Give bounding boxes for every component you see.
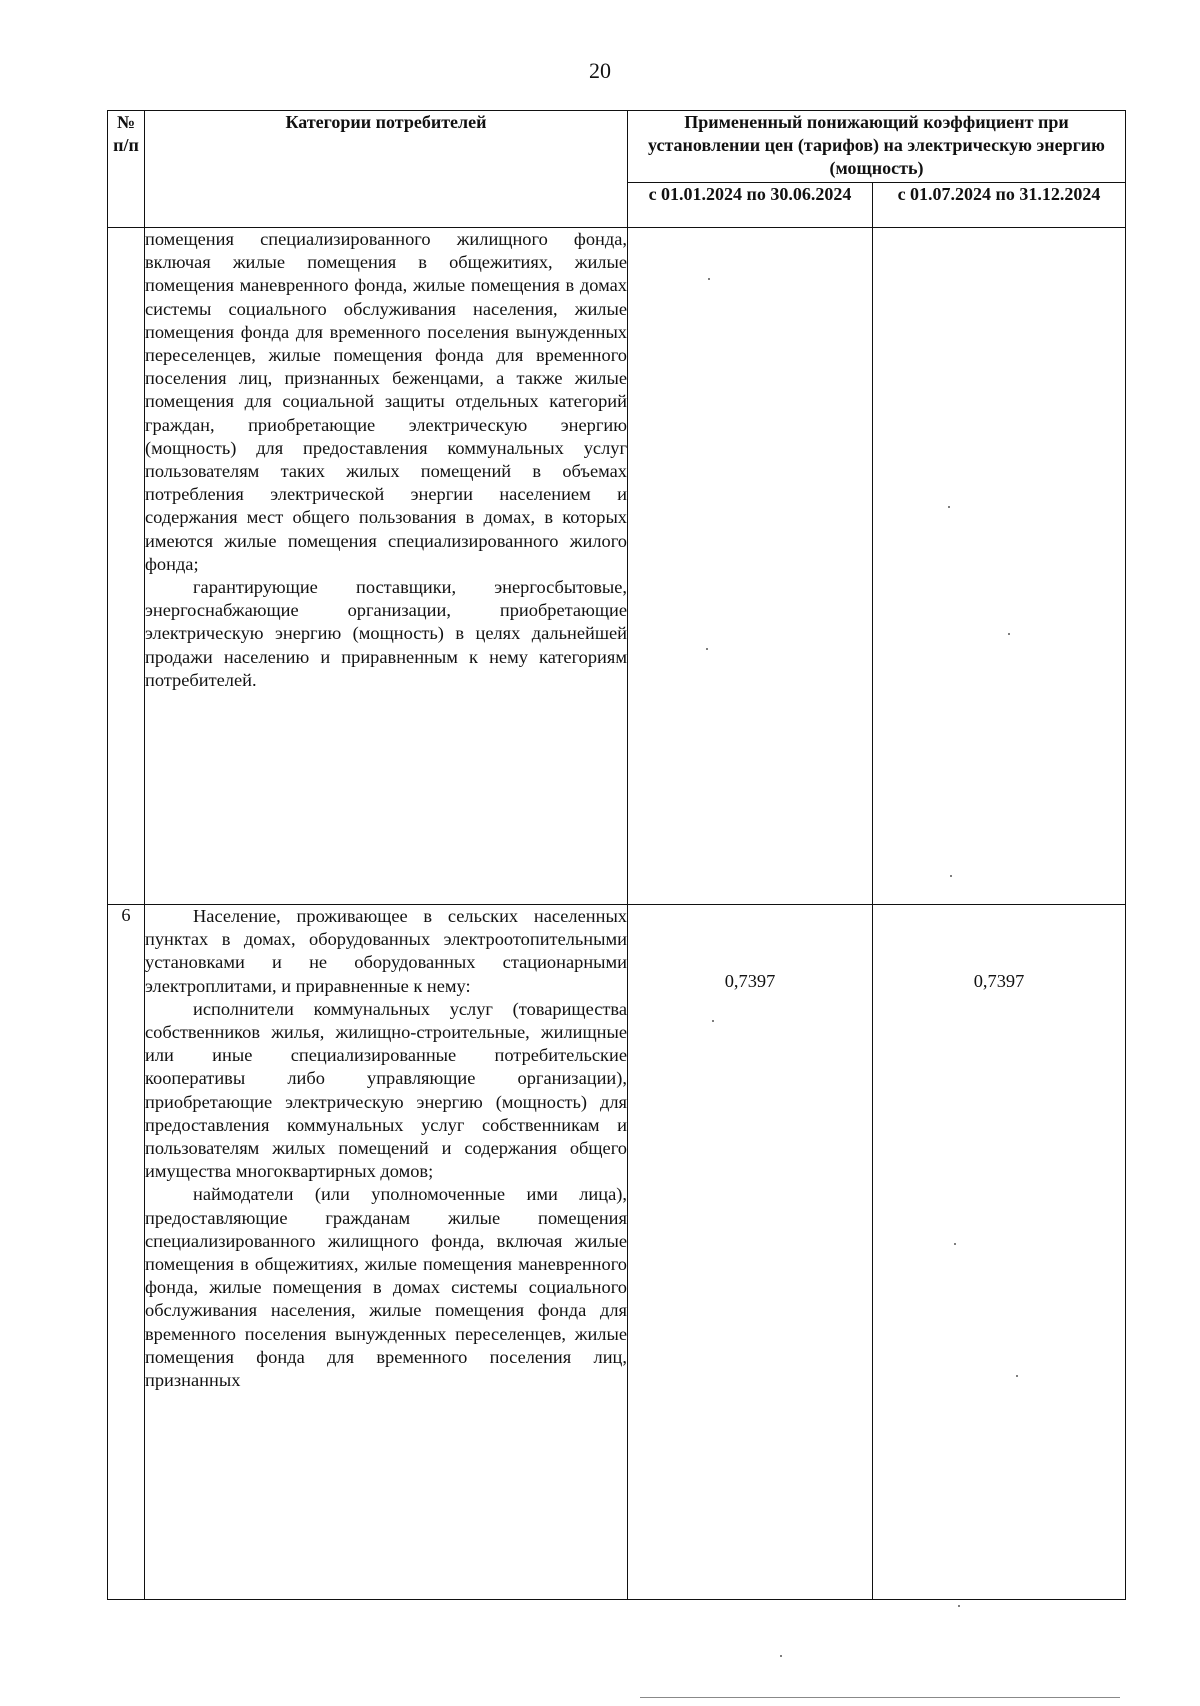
scan-speck: [708, 278, 710, 280]
page-number: 20: [589, 58, 611, 83]
header-category: Категории потребителей: [145, 111, 628, 228]
category-paragraph: наймодатели (или уполномоченные ими лица), предоставляющие гражданам жилые помещения специализированного жилищного фонда, включая жилые помещения в общежитиях, жилые помещения маневренного фонда, жилые помещения в домах системы социального обслуживания населения, жилые помещения фонда для временного поселения вынужденных переселенцев, жилые помещения фонда для временного поселения лиц, признанных: [145, 1184, 627, 1391]
scan-edge-line: [640, 1697, 1120, 1698]
coefficient-value-1: 0,7397: [724, 971, 776, 991]
header-number: № п/п: [108, 111, 145, 228]
table-row: [108, 228, 1126, 905]
scan-speck: [1016, 1375, 1018, 1377]
scan-speck: [954, 1243, 956, 1245]
table-header-row: [108, 111, 1126, 183]
scan-speck: [958, 1605, 960, 1607]
category-paragraph: Население, проживающее в сельских населенных пунктах в домах, оборудованных электроотопительными установками и не оборудованных стационарными электроплитами, и приравненные к нему:: [145, 906, 627, 996]
header-period-2: с 01.07.2024 по 31.12.2024: [873, 183, 1126, 228]
scan-speck: [1008, 633, 1010, 635]
coefficient-value-1: [628, 228, 873, 905]
category-text: [145, 905, 628, 1600]
category-paragraph: помещения специализированного жилищного фонда, включая жилые помещения в общежитиях, жилые помещения маневренного фонда, жилые помещения в домах системы социального обслуживания населения, жилые помещения фонда для временного поселения вынужденных переселенцев, жилые помещения фонда для временного поселения лиц, признанных беженцами, а также жилые помещения для социальной защиты отдельных категорий граждан, приобретающие электрическую энергию (мощность) для предоставления коммунальных услуг пользователям таких жилых помещений в объемах потребления электрической энергии населением и содержания мест общего пользования в домах, в которых имеются жилые помещения специализированного жилого фонда;: [145, 229, 627, 574]
category-paragraph: гарантирующие поставщики, энергосбытовые, энергоснабжающие организации, приобретающие электрическую энергию (мощность) в целях дальнейшей продажи населению и приравненным к нему категориям потребителей.: [145, 577, 627, 690]
scan-speck: [706, 648, 708, 650]
scan-speck: [780, 1655, 782, 1657]
coefficient-value-1-cell: [628, 905, 873, 1600]
category-paragraph: исполнители коммунальных услуг (товарищества собственников жилья, жилищно-строительные, жилищные или иные специализированные потребительские кооперативы либо управляющие организации), приобретающие электрическую энергию (мощность) для предоставления коммунальных услуг собственникам и пользователям жилых помещений и содержания общего имущества многоквартирных домов;: [145, 998, 627, 1182]
table-row: [108, 905, 1126, 1600]
row-number: [108, 228, 145, 905]
row-number: 6: [108, 905, 145, 1600]
scan-speck: [950, 875, 952, 877]
tariff-coefficient-table: [107, 110, 1126, 1600]
coefficient-value-2: 0,7397: [973, 971, 1025, 991]
scan-speck: [712, 1020, 714, 1022]
category-text: [145, 228, 628, 905]
coefficient-value-2-cell: [873, 905, 1126, 1600]
header-period-1: с 01.01.2024 по 30.06.2024: [628, 183, 873, 228]
scan-speck: [948, 506, 950, 508]
coefficient-value-2: [873, 228, 1126, 905]
header-coefficient: Примененный понижающий коэффициент при установлении цен (тарифов) на электрическую энергию (мощность): [628, 111, 1126, 183]
